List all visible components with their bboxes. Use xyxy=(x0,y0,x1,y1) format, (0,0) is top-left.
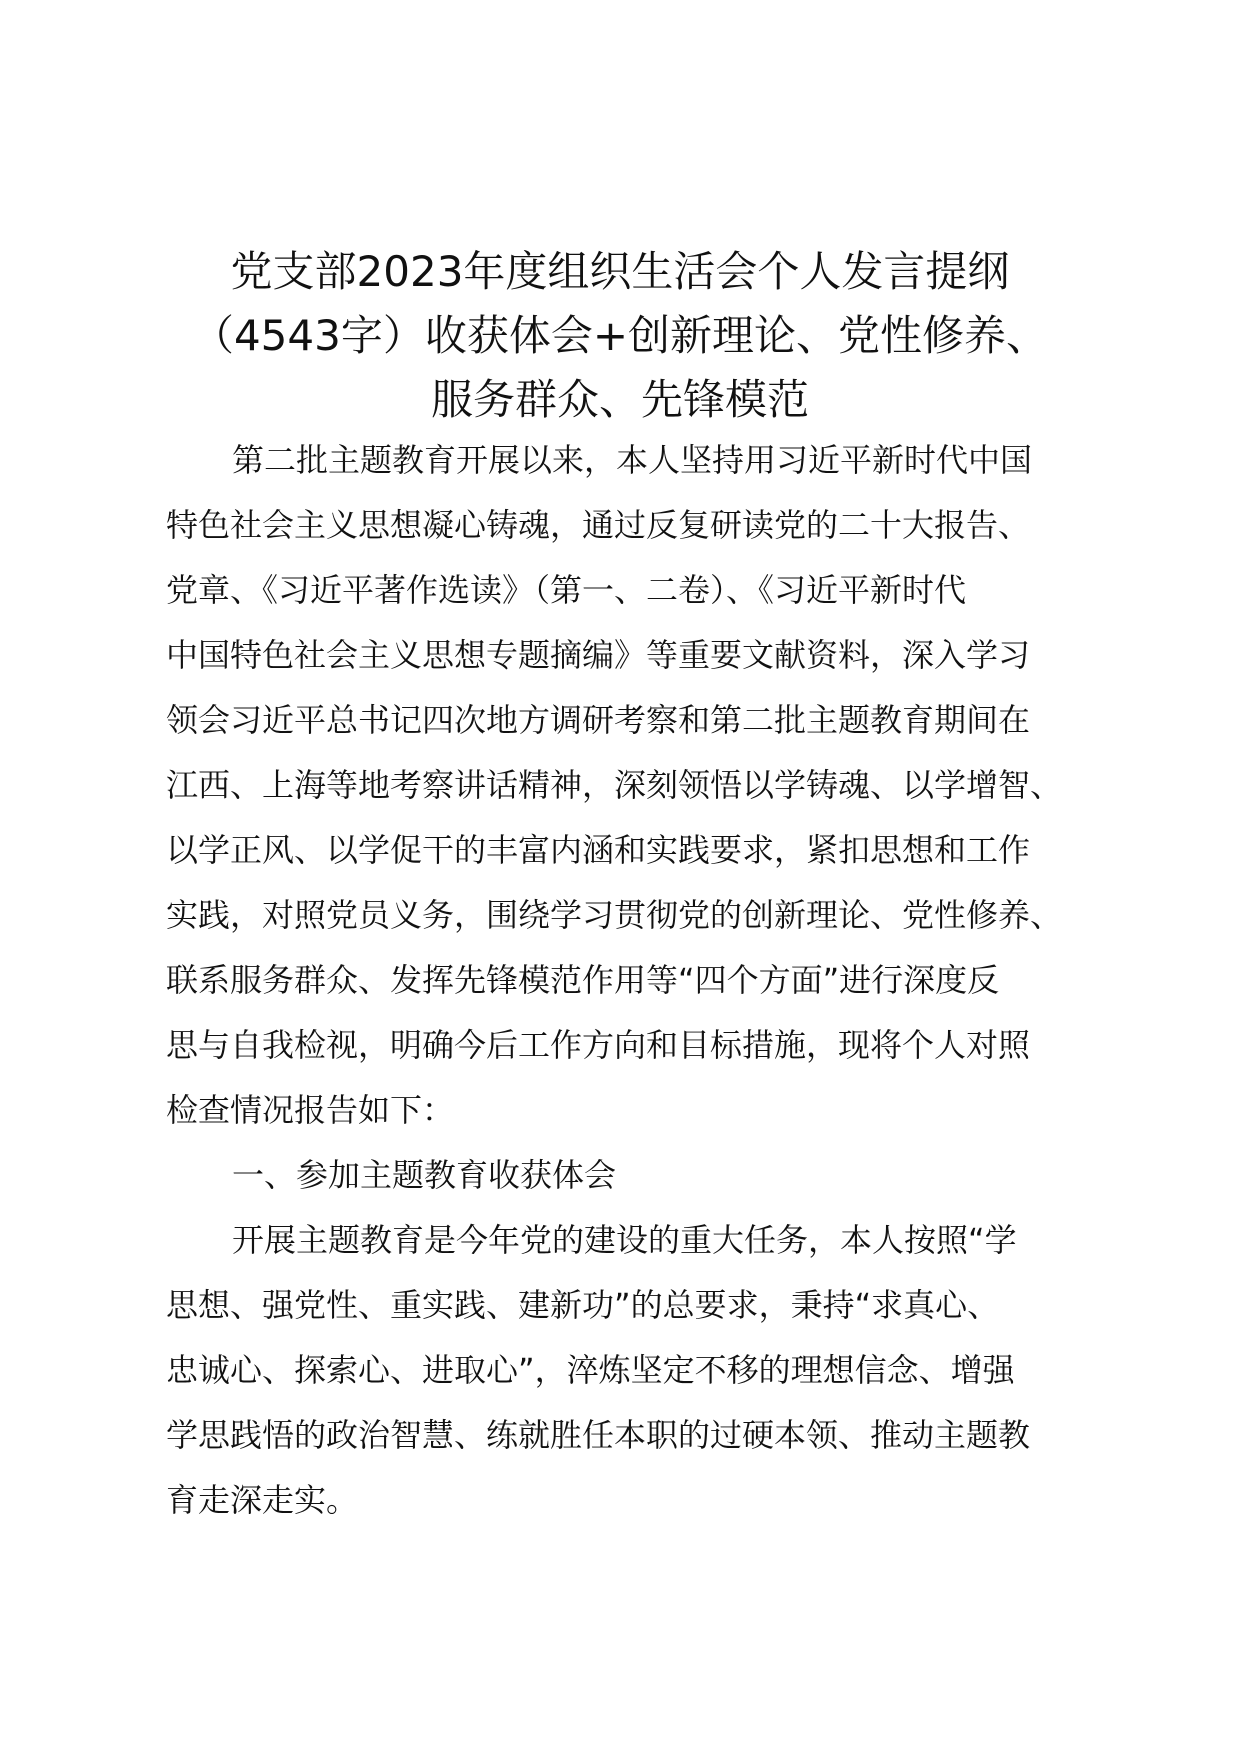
intro-line: 领会习近平总书记四次地方调研考察和第二批主题教育期间在 xyxy=(166,701,1031,739)
section-line: 开展主题教育是今年党的建设的重大任务，本人按照“学 xyxy=(232,1221,1017,1259)
intro-line: 思与自我检视，明确今后工作方向和目标措施，现将个人对照 xyxy=(166,1026,1031,1064)
intro-line: 实践，对照党员义务，围绕学习贯彻党的创新理论、党性修养、 xyxy=(166,896,1063,934)
document-body xyxy=(166,428,1086,1533)
intro-line: 特色社会主义思想凝心铸魂，通过反复研读党的二十大报告、 xyxy=(166,506,1031,544)
intro-line: 第二批主题教育开展以来，本人坚持用习近平新时代中国 xyxy=(232,441,1033,479)
section-heading: 一、参加主题教育收获体会 xyxy=(232,1156,617,1194)
intro-line: 江西、上海等地考察讲话精神，深刻领悟以学铸魂、以学增智、 xyxy=(166,766,1063,804)
section-line: 忠诚心、探索心、进取心”，淬炼坚定不移的理想信念、增强 xyxy=(166,1351,1015,1389)
intro-line: 检查情况报告如下： xyxy=(166,1091,455,1129)
title-line-3: 服务群众、先锋模范 xyxy=(430,375,809,424)
document-title xyxy=(150,240,1090,432)
intro-line: 党章、《习近平著作选读》（第一、二卷）、《习近平新时代 xyxy=(166,571,967,609)
title-line-1: 党支部2023年度组织生活会个人发言提纲 xyxy=(230,247,1010,296)
intro-line: 以学正风、以学促干的丰富内涵和实践要求，紧扣思想和工作 xyxy=(166,831,1031,869)
section-line: 思想、强党性、重实践、建新功”的总要求，秉持“求真心、 xyxy=(166,1286,1000,1324)
intro-line: 联系服务群众、发挥先锋模范作用等“四个方面”进行深度反 xyxy=(166,961,1000,999)
intro-line: 中国特色社会主义思想专题摘编》等重要文献资料，深入学习 xyxy=(166,636,1031,674)
section-line: 育走深走实。 xyxy=(166,1481,359,1519)
title-line-2: （4543字）收获体会+创新理论、党性修养、 xyxy=(191,311,1049,360)
section-line: 学思践悟的政治智慧、练就胜任本职的过硬本领、推动主题教 xyxy=(166,1416,1031,1454)
